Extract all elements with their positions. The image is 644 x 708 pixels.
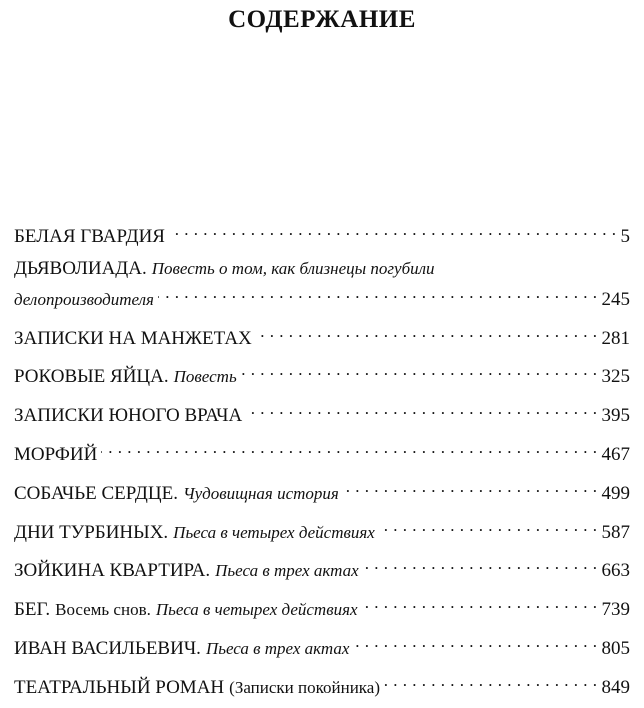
- entry-title: ТЕАТРАЛЬНЫЙ РОМАН: [14, 676, 225, 698]
- dot-leader: [353, 630, 597, 654]
- entry-subtitle-continued: делопроизводителя: [14, 289, 154, 309]
- toc-entry: [14, 475, 630, 504]
- toc-entry: [14, 436, 630, 465]
- entry-title: БЕГ.: [14, 599, 51, 621]
- entry-title: ИВАН ВАСИЛЬЕВИЧ.: [14, 637, 201, 659]
- entry-subtitle: Повесть: [173, 367, 237, 387]
- entry-title: БЕЛАЯ ГВАРДИЯ: [14, 226, 165, 247]
- dot-leader: [379, 514, 598, 538]
- page-number: 245: [601, 288, 630, 310]
- entry-title: ДНИ ТУРБИНЫХ.: [14, 521, 169, 543]
- page-number: 739: [601, 599, 630, 621]
- entry-title: МОРФИЙ: [14, 443, 98, 465]
- page-number: 663: [601, 560, 630, 582]
- page-number: 467: [601, 443, 630, 465]
- entry-subtitle: Чудовищная история: [182, 483, 339, 503]
- dot-leader: [169, 218, 617, 242]
- page-number: 395: [601, 405, 630, 427]
- page-number: 849: [601, 676, 630, 698]
- entry-title: СОБАЧЬЕ СЕРДЦЕ.: [14, 482, 178, 504]
- dot-leader: [158, 281, 598, 305]
- entry-subtitle: Пьеса в четырех действиях: [155, 600, 358, 620]
- toc-entry: [14, 591, 630, 621]
- page-number: 325: [601, 366, 630, 388]
- page-number: 805: [601, 637, 630, 659]
- page-number: 281: [601, 327, 630, 349]
- entry-title: ЗАПИСКИ НА МАНЖЕТАХ: [14, 327, 252, 349]
- dot-leader: [256, 320, 598, 344]
- toc-entry: [14, 397, 630, 427]
- entry-note: (Записки покойника): [229, 677, 380, 697]
- dot-leader: [343, 475, 598, 499]
- toc-entry: [14, 669, 630, 698]
- toc-entry: [14, 552, 630, 582]
- toc-entry: [14, 320, 630, 349]
- dot-leader: [101, 436, 597, 460]
- entry-title: ЗОЙКИНА КВАРТИРА.: [14, 560, 211, 582]
- toc-entry: [14, 218, 630, 247]
- toc-entry: [14, 358, 630, 388]
- entry-subtitle: Пьеса в четырех действиях: [173, 522, 375, 542]
- page-number: 5: [620, 226, 630, 247]
- toc-entry: [14, 630, 630, 659]
- page-title: СОДЕРЖАНИЕ: [228, 6, 416, 33]
- toc-entry: [14, 514, 630, 543]
- entry-subtitle: Повесть о том, как близнецы погубили: [151, 258, 435, 278]
- entry-title: ЗАПИСКИ ЮНОГО ВРАЧА: [14, 405, 243, 427]
- dot-leader: [246, 397, 597, 421]
- page-number: 499: [601, 482, 630, 504]
- dot-leader: [241, 358, 598, 382]
- entry-note: Восемь снов.: [55, 600, 151, 620]
- entry-title: ДЬЯВОЛИАДА.: [14, 257, 147, 279]
- dot-leader: [363, 552, 598, 576]
- entry-subtitle: Пьеса в трех актах: [205, 638, 350, 658]
- dot-leader: [362, 591, 598, 615]
- page-number: 587: [601, 521, 630, 543]
- toc-entry: [14, 257, 630, 310]
- entry-title: РОКОВЫЕ ЯЙЦА.: [14, 366, 169, 388]
- dot-leader: [384, 669, 598, 693]
- table-of-contents: [14, 218, 630, 708]
- entry-subtitle: Пьеса в трех актах: [215, 561, 359, 581]
